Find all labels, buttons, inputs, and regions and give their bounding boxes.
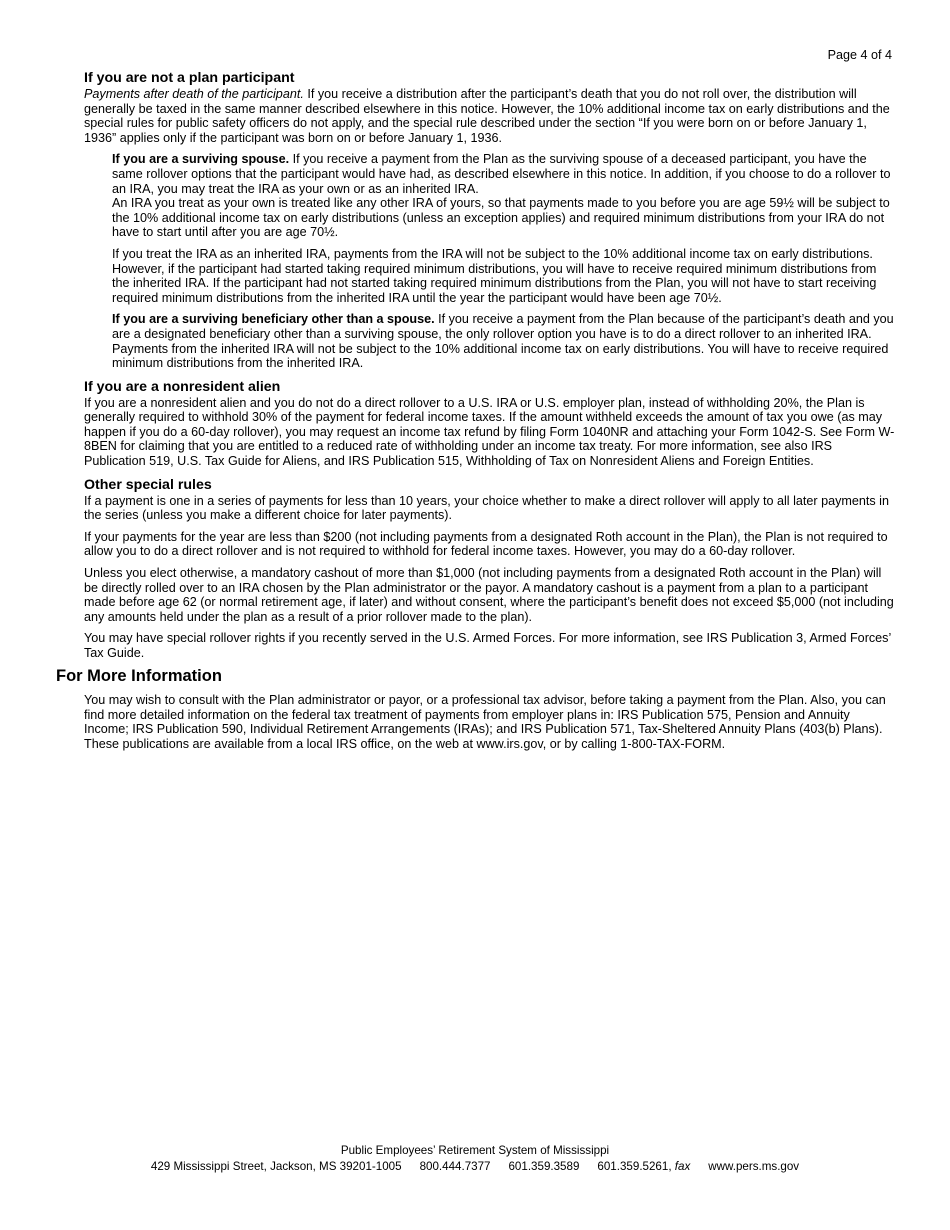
footer-phone: 601.359.3589: [508, 1159, 580, 1173]
footer-phone-toll-free: 800.444.7377: [419, 1159, 491, 1173]
section-heading-other-rules: Other special rules: [84, 476, 212, 493]
footer-organization: Public Employees’ Retirement System of Mississippi: [340, 1144, 610, 1157]
footer-website: www.pers.ms.gov: [708, 1159, 800, 1173]
paragraph-mandatory-cashout: Unless you elect otherwise, a mandatory cashout of more than $1,000 (not including payments from a designated Roth account in the Plan) will be directly rolled over to an IRA chosen by the Plan administrator or the payor. A mandatory cashout is a payment from a plan to a participant made before age 62 (or normal retirement age, if later) and without consent, where the participant’s benefit does not exceed $5,000 (not including any amounts held under the plan as a result of a prior rollover made to the plan).: [84, 566, 894, 624]
bold-lead: If you are a surviving spouse.: [112, 152, 290, 167]
paragraph-small-payments: If your payments for the year are less than $200 (not including payments from a designated Roth account in the Plan), the Plan is not required to allow you to do a direct rollover and is not required to withhold for federal income taxes. However, you may do a 60-day rollover.: [84, 529, 888, 559]
bold-lead: If you are a surviving beneficiary other than a spouse.: [112, 312, 435, 327]
paragraph-surviving-beneficiary: If you are a surviving beneficiary other than a spouse. If you receive a payment from the Plan because of the participant’s death and you are a designated beneficiary other than a surviving spouse, the only rollover option you have is to do a direct rollover to an inherited IRA. Payments from the inherited IRA will not be subject to the 10% additional income tax on early distributions. You will have to receive required minimum distributions from the inherited IRA.: [112, 312, 894, 371]
paragraph-armed-forces: You may have special rollover rights if you recently served in the U.S. Armed Forces. For more information, see IRS Publication 3, Armed Forces’ Tax Guide.: [84, 631, 891, 660]
paragraph-inherited-ira: If you treat the IRA as an inherited IRA, payments from the IRA will not be subject to the 10% additional income tax on early distributions. However, if the participant had started taking required minimum distributions, you will have to receive required minimum distributions from the inherited IRA. If the participant had not started taking required minimum distributions from the Plan, you will not have to start receiving required minimum distributions from the inherited IRA until the year the participant would have been age 70½.: [112, 246, 877, 305]
paragraph-more-info: You may wish to consult with the Plan administrator or payor, or a professional tax advisor, before taking a payment from the Plan. Also, you can find more detailed information on the federal tax treatment of payments from employer plans in: IRS Publication 575, Pension and Annuity Income; IRS Publication 590, Individual Retirement Arrangements (IRAs); and IRS Publication 571, Tax-Sheltered Annuity Plans (403(b) Plans). These publications are available from a local IRS office, on the web at www.irs.gov, or by calling 1-800-TAX-FORM.: [84, 693, 886, 751]
footer-address: 429 Mississippi Street, Jackson, MS 39201-1005: [150, 1159, 402, 1173]
footer-contact-line: [0, 1159, 950, 1175]
section-heading-more-info: For More Information: [56, 667, 222, 685]
section-heading-not-participant: If you are not a plan participant: [84, 70, 295, 86]
paragraph-nonresident: If you are a nonresident alien and you do not do a direct rollover to a U.S. IRA or U.S. employer plan, instead of withholding 20%, the Plan is generally required to withhold 30% of the payment for federal income taxes. If the amount withheld exceeds the amount of tax you owe (as may happen if you do a 60-day rollover), you may request an income tax refund by filing Form 1040NR and attaching your Form 1042-S. See Form W-8BEN for claiming that you are entitled to a reduced rate of withholding under an income tax treaty. For more information, see also IRS Publication 519, U.S. Tax Guide for Aliens, and IRS Publication 515, Withholding of Tax on Nonresident Aliens and Foreign Entities.: [84, 395, 895, 469]
italic-lead: Payments after death of the participant.: [84, 87, 304, 101]
footer: [0, 1143, 950, 1174]
paragraph-ira-own: An IRA you treat as your own is treated like any other IRA of yours, so that payments made to you before you are age 59½ will be subject to the 10% additional income tax on early distributions (unless an exception applies) and required minimum distributions from your IRA do not have to start until after you are age 70½.: [112, 196, 890, 240]
footer-fax-label: fax: [674, 1159, 691, 1173]
section-heading-nonresident: If you are a nonresident alien: [84, 378, 281, 395]
main-content: [84, 70, 896, 668]
page-number: Page 4 of 4: [827, 48, 892, 62]
paragraph-payments-after-death: Payments after death of the participant. If you receive a distribution after the participant’s death that you do not roll over, the distribution will generally be taxed in the same manner described elsewhere in this notice. However, the 10% additional income tax on early distributions and the special rules for public safety officers do not apply, and the special rule described under the section “If you were born on or before January 1, 1936” applies only if the participant was born on or before January 1, 1936.: [84, 87, 890, 145]
footer-fax-number: 601.359.5261,: [597, 1159, 672, 1173]
paragraph-series-payments: If a payment is one in a series of payments for less than 10 years, your choice whether to make a direct rollover will apply to all later payments in the series (unless you make a different choice for later payments).: [84, 493, 889, 523]
paragraph-surviving-spouse: If you are a surviving spouse. If you receive a payment from the Plan as the surviving spouse of a deceased participant, you have the same rollover options that the participant would have had, as described elsewhere in this notice. In addition, if you choose to do a rollover to an IRA, you may treat the IRA as your own or as an inherited IRA.: [112, 152, 891, 196]
